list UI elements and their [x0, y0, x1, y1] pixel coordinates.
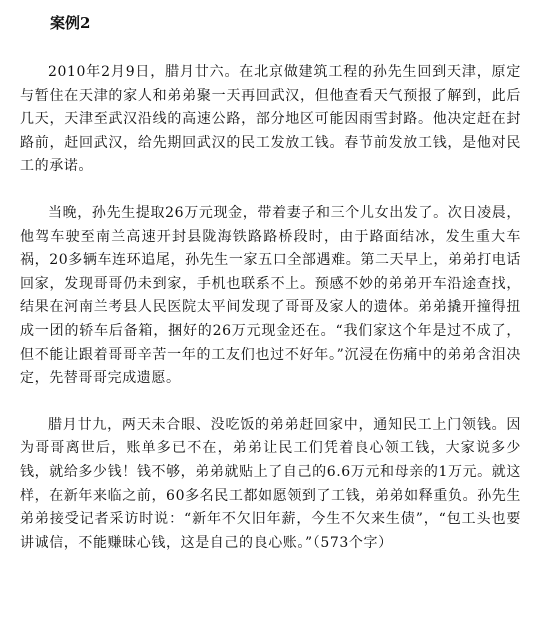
paragraph-3: 腊月廿九，两天未合眼、没吃饭的弟弟赶回家中，通知民工上门领钱。因为哥哥离世后，账单多已不在，弟弟让民工们凭着良心领工钱，大家说多少钱，就给多少钱！钱不够，弟弟就贴上了自己的6.6万元和母亲的1万元。就这样，在新年来临之前，60多名民工都如愿领到了工钱，弟弟如释重负。孙先生弟弟接受记者采访时说：“新年不欠旧年薪，今生不欠来生债”，“包工头也要讲诚信，不能赚昧心钱，这是自己的良心账。”（573个字）: [20, 416, 521, 551]
case-title: 案例2: [50, 14, 91, 32]
paragraph-2: 当晚，孙先生提取26万元现金，带着妻子和三个儿女出发了。次日凌晨，他驾车驶至南兰高速开封县陇海铁路路桥段时，由于路面结冰，发生重大车祸，20多辆车连环追尾，孙先生一家五口全部遇难。第二天早上，弟弟打电话回家，发现哥哥仍未到家，手机也联系不上。预感不妙的弟弟开车沿途查找，结果在河南兰考县人民医院太平间发现了哥哥及家人的遗体。弟弟撬开撞得扭成一团的轿车后备箱，捆好的26万元现金还在。“我们家这个年是过不成了，但不能让跟着哥哥辛苦一年的工友们也过不好年。”沉浸在伤痛中的弟弟含泪决定，先替哥哥完成遗愿。: [20, 204, 521, 387]
paragraph-1: 2010年2月9日，腊月廿六。在北京做建筑工程的孙先生回到天津，原定与暂住在天津的家人和弟弟聚一天再回武汉，但他查看天气预报了解到，此后几天，天津至武汉沿线的高速公路，部分地区可能因雨雪封路。他决定赶在封路前，赶回武汉，给先期回武汉的民工发放工钱。春节前发放工钱，是他对民工的承诺。: [20, 64, 521, 175]
